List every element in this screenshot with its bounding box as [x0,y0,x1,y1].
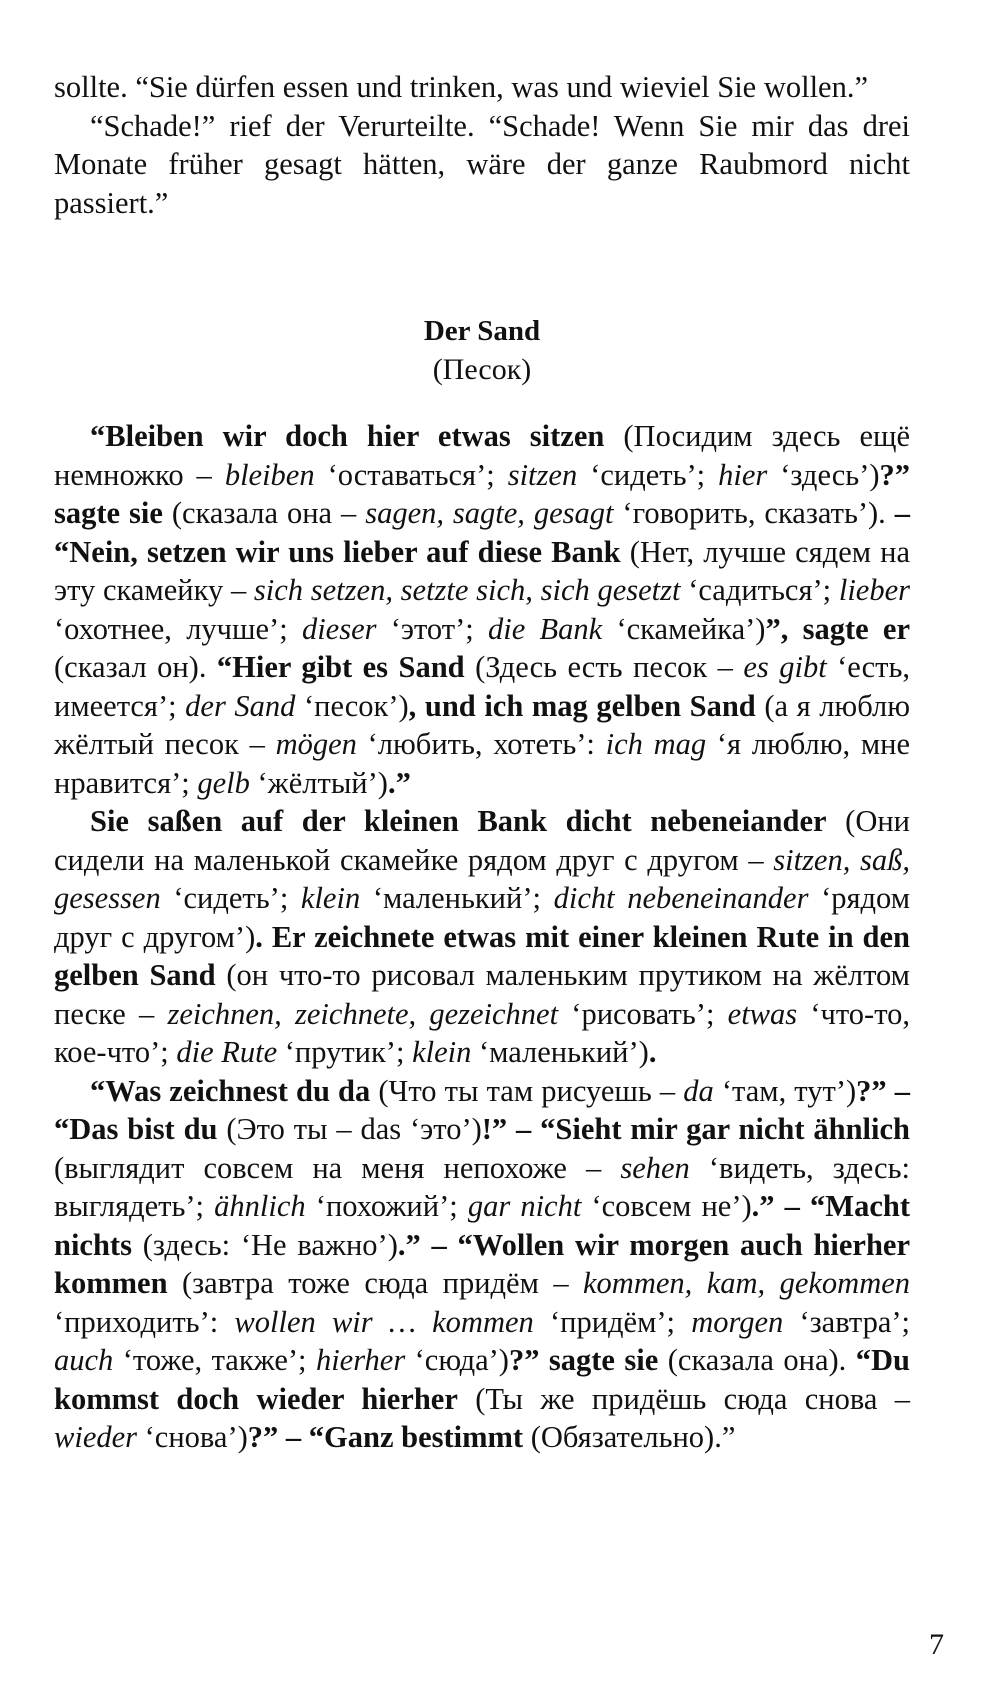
bold-text: . [648,1035,657,1069]
italic-text: gelb [197,765,250,800]
text-run: ‘рисовать’; [558,996,728,1031]
text-run: (он что-то рисовал маленьким прутиком на жёлтом песке – [54,958,910,1031]
text-run: (сказала она). [658,1343,856,1377]
text-run: ‘что-то, кое-что’; [54,996,910,1069]
italic-text: hier [718,457,768,492]
paragraph [54,68,910,107]
text-run: (завтра тоже сюда придём – [167,1266,584,1300]
bold-text: “Bleiben wir doch hier etwas sitzen [90,419,605,453]
bold-text: sagte sie [54,496,163,530]
text-run: ‘видеть, здесь: выглядеть’; [54,1150,910,1223]
story-title: Der Sand [423,315,541,347]
italic-text: dieser [301,611,377,646]
italic-text: der Sand [185,688,296,723]
text-run: sollte. “Sie dürfen essen und trinken, was und wieviel Sie wollen.” [54,70,868,104]
italic-text: die Rute [176,1035,278,1069]
text-run: (Это ты – das ‘это’) [217,1112,482,1146]
text-run: ‘сидеть’; [577,457,719,492]
italic-text: klein [300,881,361,915]
text-run: (Посидим здесь ещё немножко – [54,419,911,492]
italic-text: wollen wir … kommen [234,1304,534,1339]
bold-text: ?” [879,457,911,492]
italic-text: zeichnen, zeichnete, gezeichnet [167,996,559,1031]
text-run: ‘песок’) [295,688,409,723]
text-run: ‘там, тут’) [713,1073,857,1108]
italic-text: dicht nebeneinander [553,881,809,915]
text-run: (Нет, лучше сядем на эту скамейку – [54,534,910,607]
text-run: (выглядит совсем на меня непохоже – [54,1150,621,1185]
text-run: “Schade!” rief der Verurteilte. “Schade! Wenn Sie mir das drei Monate früher gesagt hätten, wäre der ganze Raubmord nicht passiert.” [54,108,910,220]
bold-text: , und ich mag gelben Sand [408,688,756,723]
italic-text: mögen [275,727,357,761]
bold-text: ”, sagte er [765,611,911,646]
italic-text: da [683,1073,714,1108]
paragraph [54,417,910,802]
italic-text: sitzen, saß, gesessen [54,842,911,915]
bold-text: . Er zeichnete etwas mit einer kleinen Rute in den gelben Sand [54,919,910,992]
text-run: ‘приходить’: [54,1304,235,1339]
italic-text: es gibt [743,650,827,684]
story-subtitle: (Песок) [432,352,532,386]
text-run: (а я люблю жёлтый песок – [54,688,910,761]
italic-text: kommen, kam, gekommen [583,1266,911,1300]
text-column [54,68,910,1457]
text-run: ‘я люблю, мне нравится’; [54,727,910,800]
text-run: ‘садиться’; [680,573,839,607]
bold-text: .” – “Macht nichts [54,1189,910,1262]
italic-text: sitzen [507,457,578,492]
italic-text: lieber [838,573,910,607]
text-run: ‘прутик’; [277,1035,413,1069]
text-run: (сказал он). [54,650,217,684]
text-run: ‘снова’) [137,1420,248,1454]
italic-text: morgen [691,1304,784,1339]
text-run: ‘скамейка’) [602,611,766,646]
italic-text: auch [54,1343,114,1377]
story-body [54,417,910,1457]
text-run: ‘охотнее, лучше’; [54,611,302,646]
text-run: (здесь: ‘Не важно’) [131,1227,398,1262]
text-run: (сказала она – [162,496,366,530]
bold-text: ?” – “Ganz bestimmt [247,1420,524,1454]
bold-text: ?” sagte sie [508,1343,659,1377]
text-run: (Что ты там рисуешь – [370,1073,684,1108]
italic-text: wieder [54,1420,138,1454]
paragraph [54,1072,910,1457]
bold-text: .” [387,765,411,800]
italic-text: sagen, sagte, gesagt [365,496,614,530]
bold-text: !” – “Sieht mir gar nicht ähnlich [481,1112,910,1146]
italic-text: ich mag [605,727,707,761]
text-run: ‘здесь’) [767,457,880,492]
text-run: ‘завтра’; [783,1304,910,1339]
bold-text: .” – “Wollen wir morgen auch hierher kommen [54,1227,910,1300]
text-run: (Ты же придёшь сюда снова – [457,1381,910,1416]
paragraph [54,802,910,1072]
text-run: ‘маленький’; [360,881,554,915]
bold-text: “Was zeichnest du da [90,1073,371,1108]
story-heading [54,312,910,389]
text-run: ‘жёлтый’) [249,765,388,800]
bold-text: “Du kommst doch wieder hierher [54,1343,910,1416]
italic-text: etwas [727,996,798,1031]
italic-text: ähnlich [214,1189,306,1223]
italic-text: hierher [315,1343,406,1377]
italic-text: sehen [620,1150,690,1185]
text-run: ‘похожий’; [305,1189,468,1223]
text-run: ‘любить, хотеть’: [356,727,606,761]
text-run: ‘есть, имеется’; [54,650,911,723]
text-run: (Здесь есть песок – [464,650,744,684]
text-run: ‘совсем не’) [581,1189,752,1223]
page-number: 7 [929,1628,944,1661]
bold-text: – “Nein, setzen wir uns lieber auf diese Bank [54,496,910,569]
text-run: ‘оставаться’; [314,457,508,492]
text-run: ‘тоже, также’; [113,1343,316,1377]
bold-text: “Hier gibt es Sand [216,650,465,684]
italic-text: gar nicht [467,1189,582,1223]
text-run: ‘этот’; [376,611,489,646]
bold-text: Sie saßen auf der kleinen Bank dicht nebeneiander [90,804,827,838]
text-run: ‘сидеть’; [160,881,301,915]
text-run: (Обязательно).” [523,1420,736,1454]
italic-text: die Bank [488,611,603,646]
text-run: ‘придём’; [533,1304,692,1339]
previous-story-ending [54,68,910,222]
italic-text: bleiben [224,457,315,492]
italic-text: klein [412,1035,472,1069]
text-run: ‘рядом друг с другом’) [54,881,910,954]
text-run: ‘говорить, сказать’). [613,496,895,530]
text-run: (Они сидели на маленькой скамейке рядом друг с другом – [54,804,910,877]
text-run: ‘сюда’) [405,1343,509,1377]
text-run: ‘маленький’) [471,1035,649,1069]
paragraph [54,107,910,223]
italic-text: sich setzen, setzte sich, sich gesetzt [253,573,681,607]
bold-text: ?” – “Das bist du [54,1073,911,1146]
